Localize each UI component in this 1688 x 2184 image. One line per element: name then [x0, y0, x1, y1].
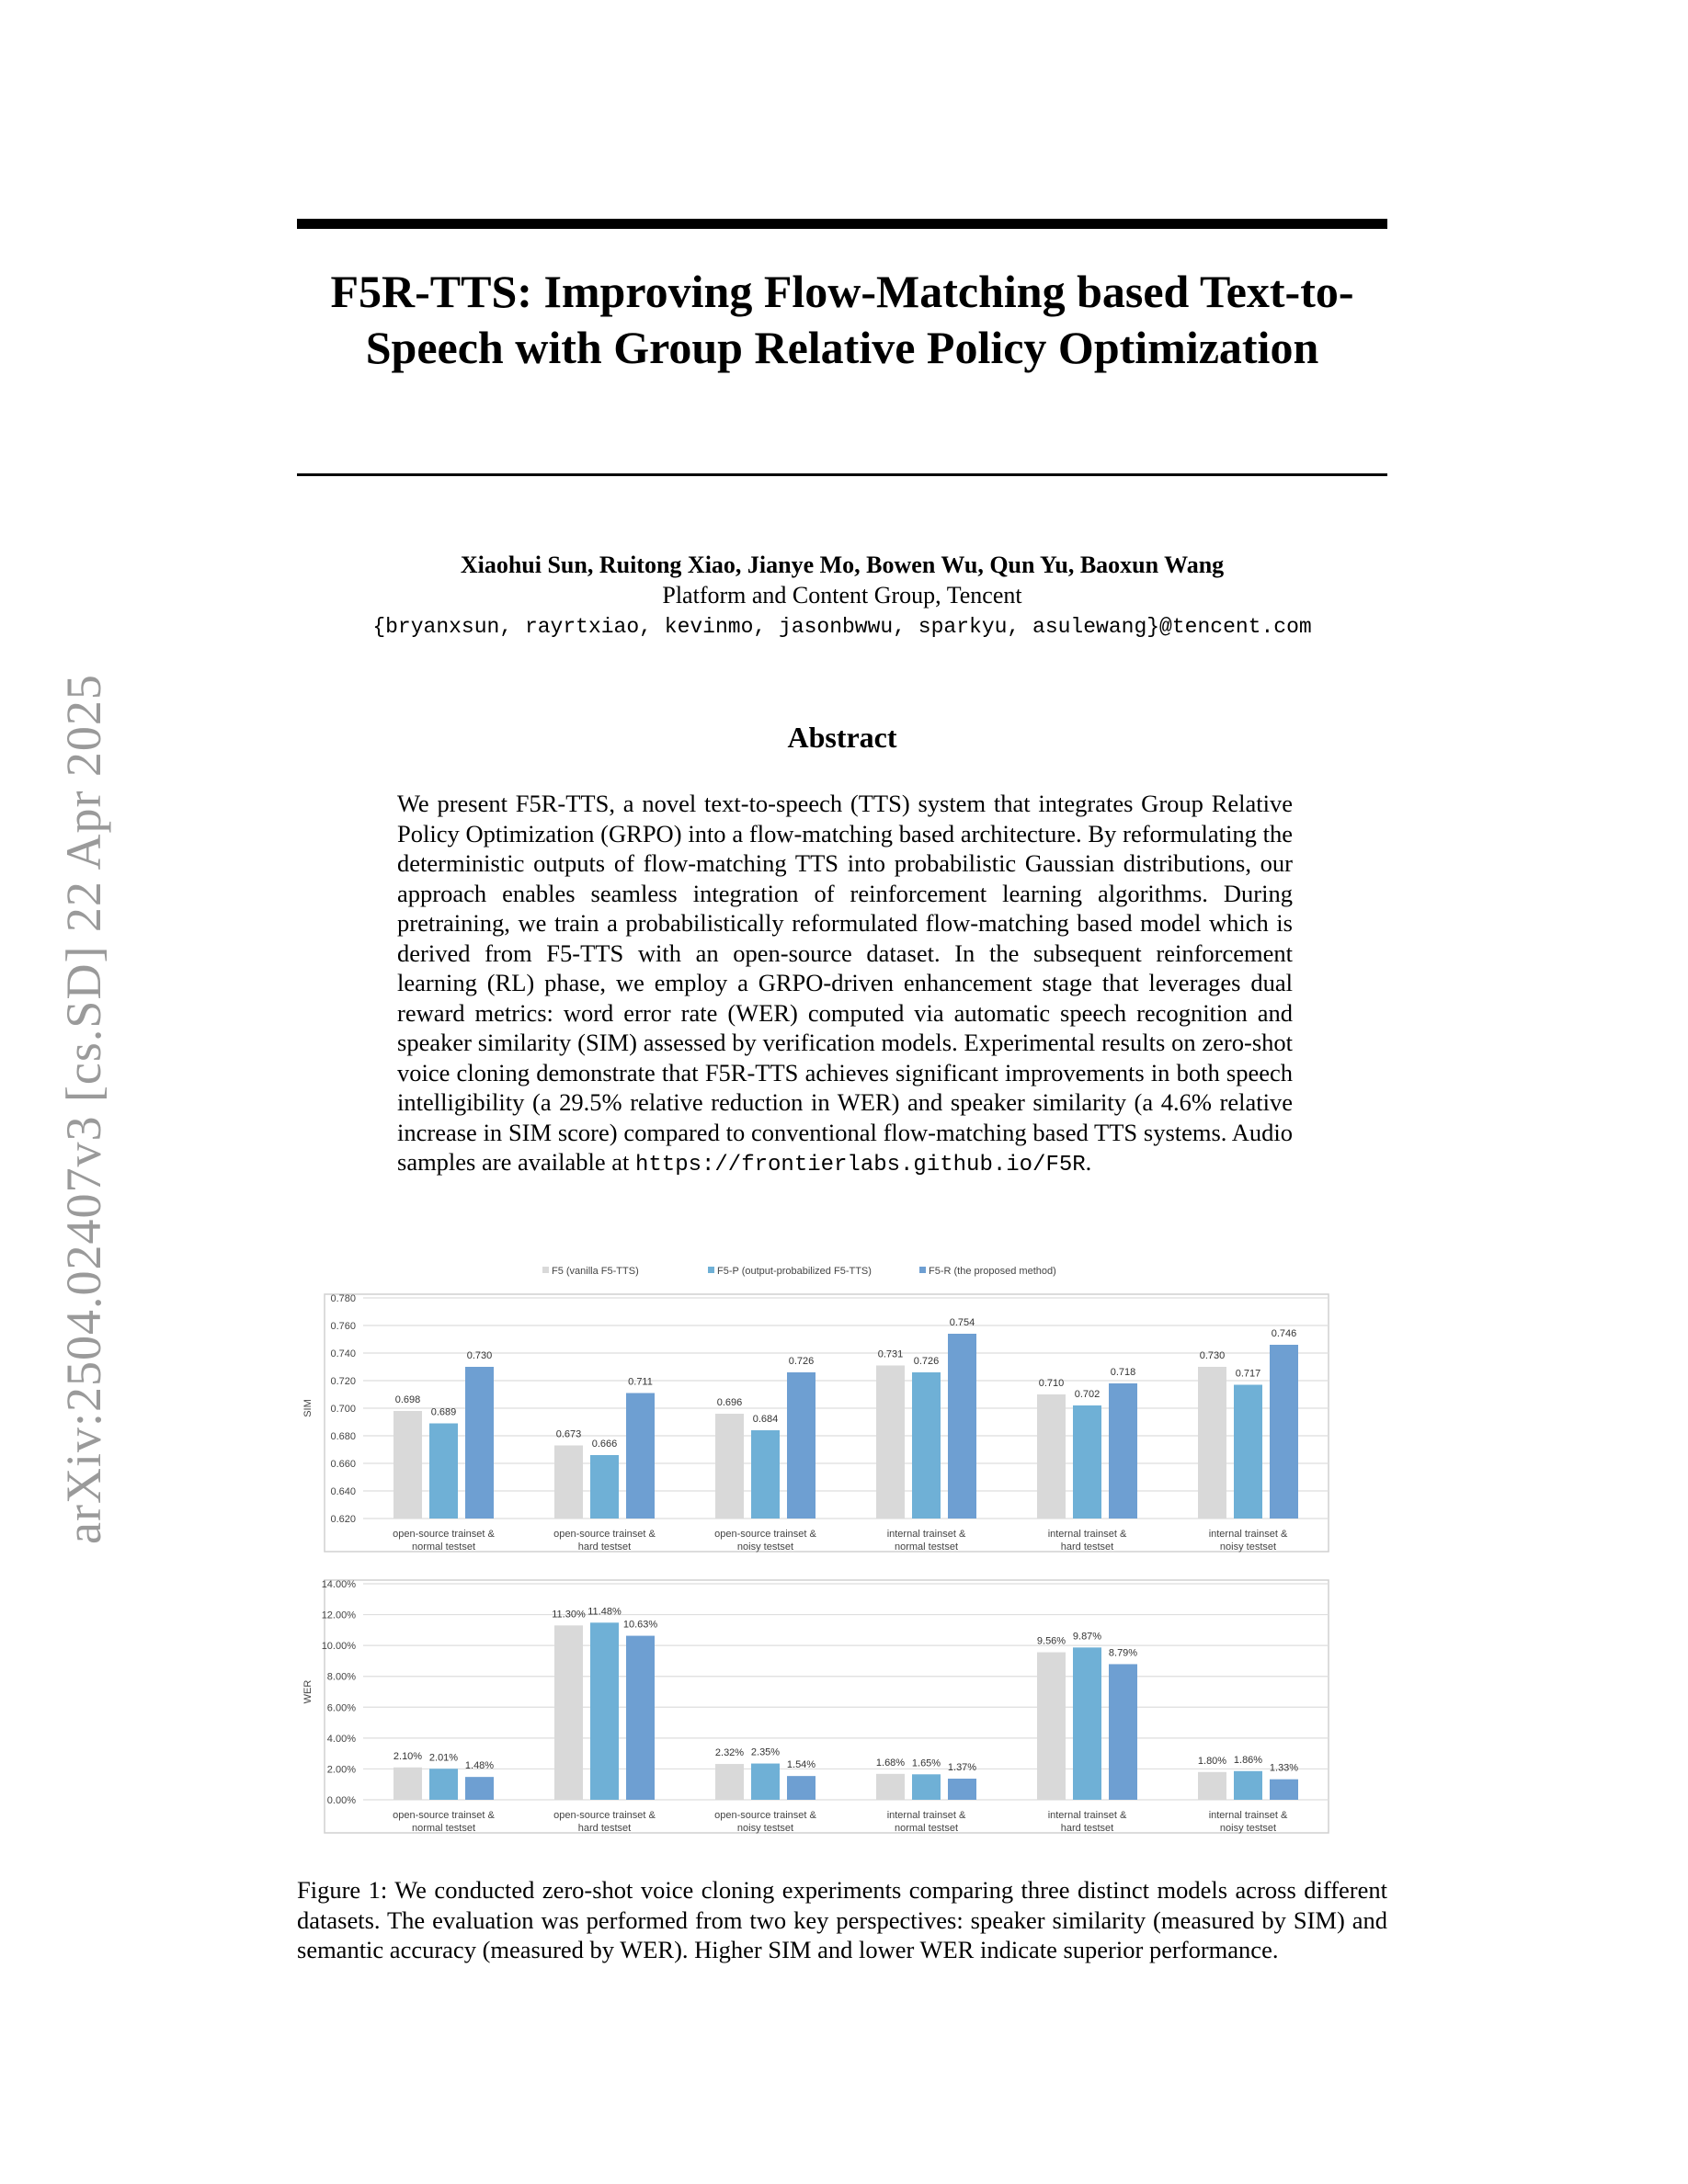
abstract-body [397, 789, 1293, 1181]
x-category-label: open-source trainset & [553, 1529, 656, 1540]
bar [429, 1769, 458, 1800]
bar [1198, 1772, 1226, 1800]
bar-data-label: 0.710 [1038, 1378, 1065, 1389]
legend-entry: F5 (vanilla F5-TTS) [552, 1266, 639, 1277]
bar-data-label: 2.32% [714, 1747, 745, 1759]
bar [787, 1776, 815, 1800]
bar-data-label: 0.698 [394, 1394, 421, 1405]
bar [1234, 1385, 1262, 1519]
bar [465, 1777, 494, 1800]
y-tick-label: 0.740 [330, 1348, 356, 1359]
x-category-label: open-source trainset & [393, 1810, 495, 1821]
bar-data-label: 1.80% [1197, 1755, 1227, 1767]
author-emails: {bryanxsun, rayrtxiao, kevinmo, jasonbwwu, sparkyu, asulewang}@tencent.com [372, 615, 1312, 639]
bar [751, 1430, 780, 1519]
y-tick-label: 0.660 [330, 1459, 356, 1470]
bar-data-label: 1.54% [786, 1759, 816, 1771]
bar-data-label: 1.65% [911, 1757, 941, 1769]
y-tick-label: 0.680 [330, 1431, 356, 1442]
bar [554, 1446, 583, 1519]
x-category-label: open-source trainset & [393, 1529, 495, 1540]
bar [1037, 1653, 1066, 1800]
results-figure [294, 1259, 1352, 1848]
y-tick-label: 4.00% [326, 1733, 356, 1745]
y-tick-label: 10.00% [321, 1641, 356, 1653]
bar-data-label: 0.711 [628, 1376, 653, 1388]
abstract-text: We present F5R-TTS, a novel text-to-speech (TTS) system that integrates Group Relative Policy Optimization (GRPO) into a flow-matching based architecture. By reformulating the deterministic outputs of flow-matching TTS into probabilistic Gaussian distributions, our approach enables seamless integration of reinforcement learning algorithms. During pretraining, we train a probabilistically reformulated flow-matching based model which is derived from F5-TTS with an open-source dataset. In the subsequent reinforcement learning (RL) phase, we employ a GRPO-driven enhancement stage that leverages dual reward metrics: word error rate (WER) computed via automatic speech recognition and speaker similarity (SIM) assessed by verification models. Experimental results on zero-shot voice cloning demonstrate that F5R-TTS achieves significant improvements in both speech intelligibility (a 29.5% relative reduction in WER) and speaker similarity (a 4.6% relative increase in SIM score) compared to conventional flow-matching based TTS systems. Audio samples are available at [397, 790, 1293, 1176]
x-category-label: hard testset [1060, 1823, 1114, 1834]
x-category-label: noisy testset [1219, 1541, 1277, 1553]
y-axis-label: WER [302, 1679, 314, 1704]
abstract-url-suffix: . [1085, 1148, 1092, 1176]
bar-data-label: 0.702 [1074, 1389, 1101, 1400]
bar [1073, 1405, 1101, 1519]
bar [1073, 1647, 1101, 1800]
bar-data-label: 1.48% [464, 1760, 495, 1772]
bar-data-label: 11.30% [552, 1609, 586, 1621]
bar [554, 1625, 583, 1800]
bar [1198, 1367, 1226, 1519]
x-category-label: noisy testset [736, 1823, 794, 1834]
legend-entry: F5-P (output-probabilized F5-TTS) [717, 1266, 872, 1277]
bar-data-label: 0.696 [716, 1397, 743, 1408]
bar-data-label: 0.731 [877, 1348, 904, 1360]
bar-data-label: 9.56% [1036, 1635, 1066, 1647]
bar-data-label: 1.86% [1233, 1754, 1263, 1766]
author-list: Xiaohui Sun, Ruitong Xiao, Jianye Mo, Bowen Wu, Qun Yu, Baoxun Wang [460, 552, 1225, 578]
y-tick-label: 0.620 [330, 1514, 356, 1525]
bar-data-label: 11.48% [587, 1606, 622, 1618]
bar [948, 1779, 976, 1800]
bar-data-label: 0.746 [1271, 1328, 1297, 1339]
x-category-label: open-source trainset & [714, 1810, 816, 1821]
bar [590, 1622, 619, 1800]
bar-data-label: 0.730 [466, 1350, 493, 1361]
bar [876, 1774, 905, 1800]
bar [876, 1366, 905, 1519]
y-tick-label: 0.640 [330, 1486, 356, 1497]
bar-data-label: 10.63% [622, 1619, 658, 1631]
bar-data-label: 0.689 [430, 1406, 457, 1418]
bar-data-label: 9.87% [1072, 1631, 1102, 1643]
bar [948, 1334, 976, 1519]
bar-data-label: 0.726 [788, 1356, 815, 1367]
paper-title: F5R-TTS: Improving Flow-Matching based Text-to-Speech with Group Relative Policy Optimization [330, 266, 1354, 373]
title-bottom-rule [297, 473, 1387, 476]
bar-data-label: 0.754 [949, 1317, 975, 1328]
y-tick-label: 2.00% [326, 1764, 356, 1776]
y-tick-label: 0.760 [330, 1321, 356, 1332]
bar-data-label: 0.726 [913, 1356, 940, 1367]
y-tick-label: 12.00% [321, 1610, 356, 1621]
bar-data-label: 2.10% [393, 1750, 423, 1762]
arxiv-identifier-stamp: arXiv:2504.02407v3 [cs.SD] 22 Apr 2025 [56, 674, 111, 1544]
bar-data-label: 1.68% [875, 1757, 906, 1769]
bar-data-label: 2.01% [428, 1752, 459, 1764]
bar [393, 1768, 422, 1800]
legend-swatch [919, 1267, 926, 1273]
bar-data-label: 1.33% [1269, 1762, 1299, 1774]
bar-data-label: 8.79% [1108, 1647, 1138, 1659]
y-tick-label: 0.700 [330, 1404, 356, 1415]
x-category-label: noisy testset [1219, 1823, 1277, 1834]
bar [1037, 1394, 1066, 1519]
bar [715, 1764, 744, 1800]
affiliation: Platform and Content Group, Tencent [662, 582, 1022, 609]
audio-samples-link[interactable]: https://frontierlabs.github.io/F5R [634, 1153, 1086, 1177]
bar [1234, 1771, 1262, 1800]
y-axis-label: SIM [302, 1399, 314, 1417]
bar-data-label: 0.730 [1199, 1350, 1226, 1361]
y-tick-label: 0.720 [330, 1376, 356, 1387]
bar [626, 1636, 655, 1800]
bar [912, 1774, 941, 1800]
bar [626, 1393, 655, 1519]
bar [751, 1764, 780, 1800]
x-category-label: normal testset [894, 1823, 959, 1834]
x-category-label: noisy testset [736, 1541, 794, 1553]
x-category-label: internal trainset & [1208, 1810, 1288, 1821]
bar-data-label: 2.35% [750, 1746, 781, 1758]
x-category-label: hard testset [1060, 1541, 1114, 1553]
bar [715, 1414, 744, 1519]
x-category-label: internal trainset & [886, 1810, 966, 1821]
x-category-label: internal trainset & [1047, 1529, 1127, 1540]
bar [590, 1455, 619, 1519]
bar [1109, 1664, 1137, 1800]
y-tick-label: 14.00% [321, 1579, 356, 1590]
legend-swatch [542, 1267, 549, 1273]
y-tick-label: 8.00% [326, 1671, 356, 1683]
bar-data-label: 0.717 [1235, 1368, 1261, 1380]
wer-bar-chart [302, 1579, 1329, 1834]
bar [393, 1411, 422, 1519]
x-category-label: hard testset [577, 1823, 632, 1834]
x-category-label: hard testset [577, 1541, 632, 1553]
title-top-rule [297, 219, 1387, 229]
bar [1270, 1345, 1298, 1519]
x-category-label: normal testset [411, 1823, 476, 1834]
bar [787, 1372, 815, 1519]
x-category-label: normal testset [894, 1541, 959, 1553]
legend-entry: F5-R (the proposed method) [929, 1266, 1056, 1277]
bar [465, 1367, 494, 1519]
bar [912, 1372, 941, 1519]
x-category-label: internal trainset & [1047, 1810, 1127, 1821]
y-tick-label: 6.00% [326, 1702, 356, 1714]
legend-swatch [708, 1267, 714, 1273]
bar-data-label: 0.673 [555, 1428, 582, 1440]
bar-data-label: 1.37% [947, 1762, 977, 1774]
sim-bar-chart [302, 1266, 1329, 1553]
y-tick-label: 0.780 [330, 1293, 356, 1304]
bar [1109, 1383, 1137, 1519]
abstract-heading: Abstract [787, 721, 897, 754]
bar-data-label: 0.718 [1110, 1367, 1136, 1378]
x-category-label: internal trainset & [1208, 1529, 1288, 1540]
bar [429, 1424, 458, 1519]
bar [1270, 1780, 1298, 1800]
x-category-label: open-source trainset & [714, 1529, 816, 1540]
bar-data-label: 0.684 [752, 1414, 779, 1425]
x-category-label: open-source trainset & [553, 1810, 656, 1821]
figure-caption: Figure 1: We conducted zero-shot voice cloning experiments comparing three distinct models across different datasets. The evaluation was performed from two key perspectives: speaker similarity (measured by SIM) and semantic accuracy (measured by WER). Higher SIM and lower WER indicate superior performance. [297, 1876, 1387, 1963]
x-category-label: normal testset [411, 1541, 476, 1553]
y-tick-label: 0.00% [326, 1795, 356, 1806]
x-category-label: internal trainset & [886, 1529, 966, 1540]
bar-data-label: 0.666 [591, 1439, 618, 1450]
